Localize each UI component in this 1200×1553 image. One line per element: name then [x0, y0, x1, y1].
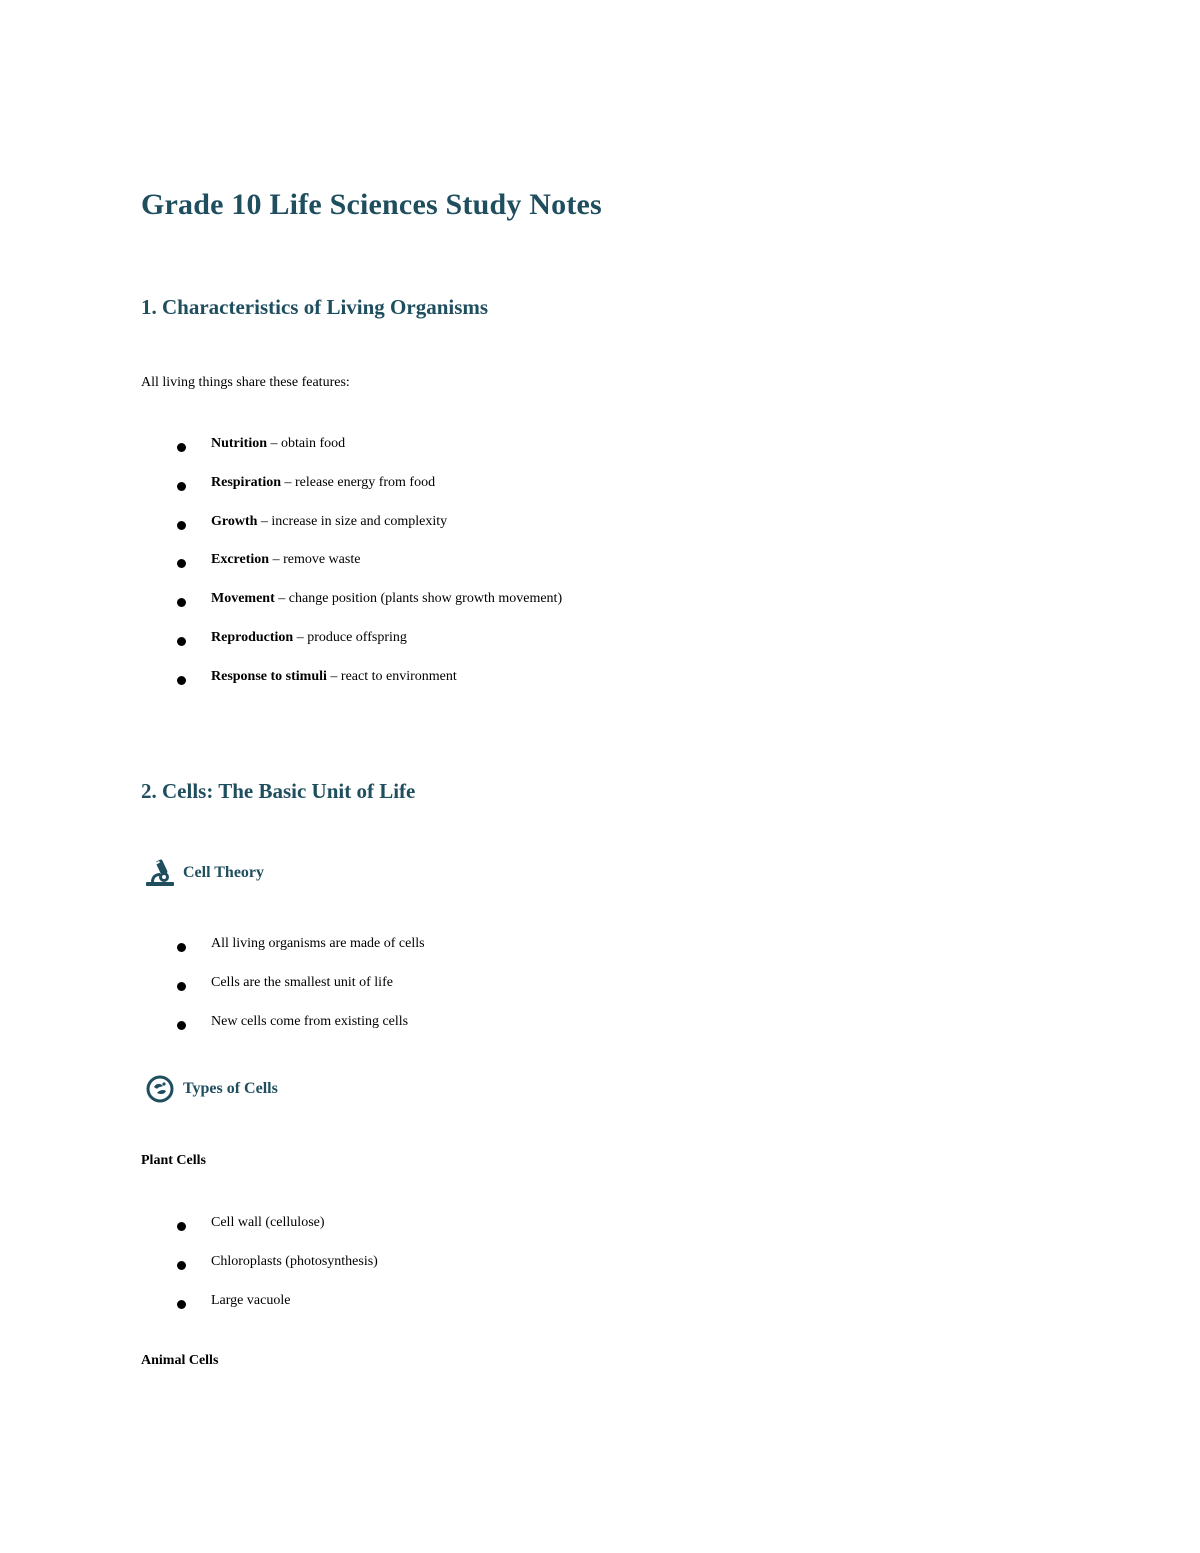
subheading-label: Types of Cells: [183, 1080, 278, 1097]
item-term: Movement: [211, 591, 275, 607]
item-term: Reproduction: [211, 629, 294, 645]
item-term: Excretion: [211, 552, 270, 568]
microscope-icon: [145, 858, 175, 888]
item-term: Growth: [211, 513, 258, 529]
item-term: Response to stimuli: [211, 668, 327, 684]
item-text: Cell wall (cellulose): [211, 1215, 325, 1230]
bullet-icon: [177, 559, 186, 568]
item-desc: – increase in size and complexity: [257, 513, 448, 529]
item-text: Cells are the smallest unit of life: [211, 974, 393, 990]
item-desc: – change position (plants show growth movement): [274, 591, 563, 607]
bullet-icon: [177, 637, 186, 646]
bullet-icon: [177, 982, 186, 991]
subheading-cell-theory: [145, 858, 264, 888]
bullet-icon: [177, 1300, 186, 1309]
bullet-icon: [177, 943, 186, 952]
item-desc: – react to environment: [326, 668, 457, 684]
item-desc: – obtain food: [267, 436, 346, 451]
item-term: Respiration: [211, 474, 281, 490]
bullet-icon: [177, 676, 186, 685]
item-text: All living organisms are made of cells: [211, 936, 425, 951]
bullet-icon: [177, 1261, 186, 1270]
item-text: New cells come from existing cells: [211, 1013, 409, 1029]
subheading-label: Cell Theory: [183, 864, 265, 881]
bullet-icon: [177, 482, 186, 491]
section-heading-characteristics: 1. Characteristics of Living Organisms: [141, 295, 489, 319]
subheading-types-of-cells: [145, 1074, 278, 1104]
item-desc: – release energy from food: [281, 474, 436, 490]
section-intro: All living things share these features:: [141, 375, 350, 390]
bullet-icon: [177, 521, 186, 530]
plant-cells-heading: Plant Cells: [141, 1153, 206, 1168]
bullet-icon: [177, 598, 186, 607]
animal-cells-heading: Animal Cells: [141, 1353, 219, 1368]
item-term: Nutrition: [211, 436, 267, 451]
item-desc: – produce offspring: [293, 629, 407, 645]
section-heading-cells: 2. Cells: The Basic Unit of Life: [141, 779, 416, 803]
bullet-icon: [177, 1222, 186, 1231]
item-text: Large vacuole: [211, 1292, 291, 1308]
item-desc: – remove waste: [269, 552, 361, 568]
document-title: Grade 10 Life Sciences Study Notes: [141, 188, 602, 221]
item-text: Chloroplasts (photosynthesis): [211, 1253, 378, 1269]
bullet-icon: [177, 443, 186, 452]
bullet-icon: [177, 1021, 186, 1030]
cell-icon: [145, 1074, 175, 1104]
